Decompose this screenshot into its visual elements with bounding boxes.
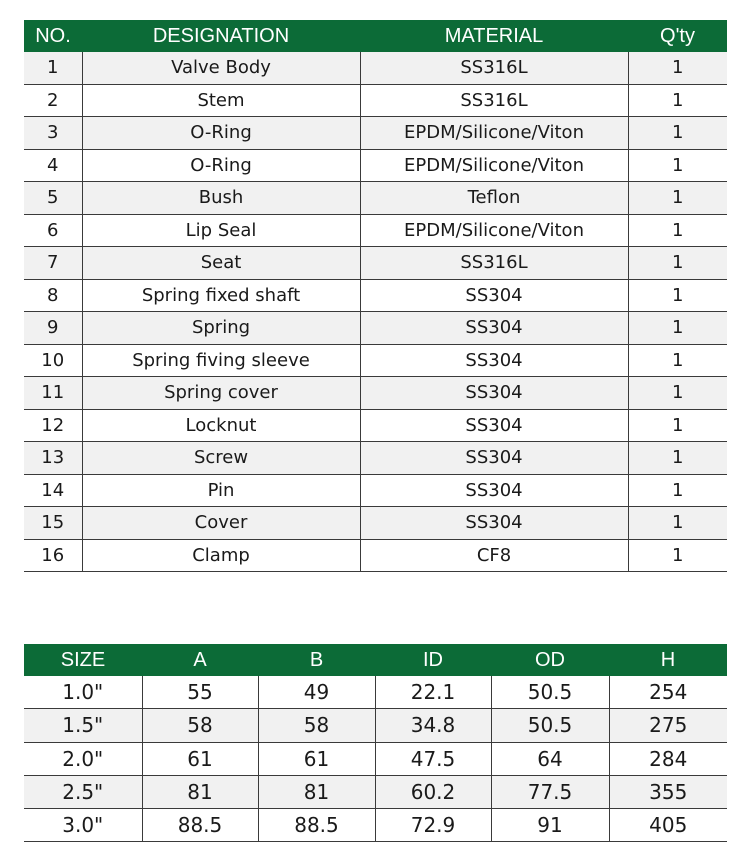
parts-row	[24, 442, 727, 475]
table-cell: EPDM/Silicone/Viton	[360, 149, 628, 182]
table-cell: SS316L	[360, 52, 628, 84]
table-cell: SS304	[360, 279, 628, 312]
table-cell: 5	[24, 182, 82, 215]
parts-row	[24, 149, 727, 182]
table-cell: 1	[628, 377, 727, 410]
header-size: SIZE	[24, 644, 142, 676]
header-id: ID	[375, 644, 491, 676]
table-cell: SS304	[360, 377, 628, 410]
table-cell: 81	[142, 775, 258, 808]
table-cell: 50.5	[491, 676, 609, 709]
parts-row	[24, 377, 727, 410]
table-cell: Screw	[82, 442, 360, 475]
size-row	[24, 709, 727, 742]
table-cell: SS304	[360, 507, 628, 540]
parts-row	[24, 117, 727, 150]
table-cell: 2.5"	[24, 775, 142, 808]
table-cell: 1	[628, 539, 727, 572]
table-cell: 1.0"	[24, 676, 142, 709]
size-table	[24, 644, 727, 842]
parts-row	[24, 52, 727, 84]
table-cell: 1	[628, 149, 727, 182]
size-row	[24, 742, 727, 775]
table-cell: 50.5	[491, 709, 609, 742]
parts-row	[24, 507, 727, 540]
table-cell: SS304	[360, 344, 628, 377]
table-cell: Bush	[82, 182, 360, 215]
table-cell: 55	[142, 676, 258, 709]
table-cell: 275	[609, 709, 727, 742]
parts-header-row	[24, 20, 727, 52]
table-cell: SS304	[360, 312, 628, 345]
table-cell: 91	[491, 809, 609, 842]
table-cell: 1	[24, 52, 82, 84]
table-cell: Cover	[82, 507, 360, 540]
size-row	[24, 809, 727, 842]
table-cell: 22.1	[375, 676, 491, 709]
table-cell: Spring	[82, 312, 360, 345]
table-cell: 61	[142, 742, 258, 775]
table-cell: Pin	[82, 474, 360, 507]
table-cell: 405	[609, 809, 727, 842]
parts-row	[24, 182, 727, 215]
table-cell: Spring cover	[82, 377, 360, 410]
parts-table	[24, 20, 727, 572]
table-cell: 1	[628, 279, 727, 312]
table-cell: 15	[24, 507, 82, 540]
table-cell: 58	[258, 709, 375, 742]
table-cell: 1	[628, 442, 727, 475]
table-cell: SS304	[360, 474, 628, 507]
table-cell: 72.9	[375, 809, 491, 842]
table-cell: 12	[24, 409, 82, 442]
table-cell: 3.0"	[24, 809, 142, 842]
header-b: B	[258, 644, 375, 676]
table-cell: 64	[491, 742, 609, 775]
header-a: A	[142, 644, 258, 676]
table-cell: O-Ring	[82, 117, 360, 150]
header-material: MATERIAL	[360, 20, 628, 52]
table-cell: SS304	[360, 442, 628, 475]
table-cell: Seat	[82, 247, 360, 280]
parts-row	[24, 247, 727, 280]
table-cell: 8	[24, 279, 82, 312]
table-cell: 77.5	[491, 775, 609, 808]
table-cell: Teflon	[360, 182, 628, 215]
table-cell: SS316L	[360, 84, 628, 117]
table-cell: 6	[24, 214, 82, 247]
table-cell: 60.2	[375, 775, 491, 808]
parts-row	[24, 344, 727, 377]
table-cell: 3	[24, 117, 82, 150]
table-cell: 10	[24, 344, 82, 377]
table-cell: Locknut	[82, 409, 360, 442]
table-cell: 1	[628, 182, 727, 215]
header-od: OD	[491, 644, 609, 676]
table-cell: 34.8	[375, 709, 491, 742]
table-cell: 4	[24, 149, 82, 182]
table-cell: 9	[24, 312, 82, 345]
size-row	[24, 676, 727, 709]
table-cell: SS304	[360, 409, 628, 442]
table-cell: 88.5	[142, 809, 258, 842]
table-cell: EPDM/Silicone/Viton	[360, 214, 628, 247]
header-qty: Q'ty	[628, 20, 727, 52]
table-cell: 2	[24, 84, 82, 117]
table-cell: 1	[628, 247, 727, 280]
table-cell: 49	[258, 676, 375, 709]
table-cell: 1	[628, 474, 727, 507]
parts-row	[24, 539, 727, 572]
table-cell: Spring fiving sleeve	[82, 344, 360, 377]
parts-row	[24, 84, 727, 117]
table-cell: Stem	[82, 84, 360, 117]
table-cell: 1	[628, 214, 727, 247]
size-row	[24, 775, 727, 808]
header-no: NO.	[24, 20, 82, 52]
parts-row	[24, 409, 727, 442]
table-cell: 1	[628, 312, 727, 345]
table-cell: EPDM/Silicone/Viton	[360, 117, 628, 150]
table-cell: 1	[628, 84, 727, 117]
table-cell: 14	[24, 474, 82, 507]
table-cell: Lip Seal	[82, 214, 360, 247]
table-cell: 81	[258, 775, 375, 808]
table-cell: 1.5"	[24, 709, 142, 742]
table-cell: CF8	[360, 539, 628, 572]
table-cell: 7	[24, 247, 82, 280]
header-h: H	[609, 644, 727, 676]
table-cell: 2.0"	[24, 742, 142, 775]
parts-row	[24, 279, 727, 312]
table-cell: O-Ring	[82, 149, 360, 182]
table-cell: 1	[628, 344, 727, 377]
table-cell: 11	[24, 377, 82, 410]
table-cell: 13	[24, 442, 82, 475]
table-cell: 1	[628, 117, 727, 150]
parts-row	[24, 474, 727, 507]
table-cell: 1	[628, 52, 727, 84]
table-cell: 1	[628, 409, 727, 442]
table-cell: Spring fixed shaft	[82, 279, 360, 312]
size-header-row	[24, 644, 727, 676]
parts-row	[24, 214, 727, 247]
table-cell: 254	[609, 676, 727, 709]
parts-row	[24, 312, 727, 345]
table-cell: 61	[258, 742, 375, 775]
table-cell: 1	[628, 507, 727, 540]
table-cell: Clamp	[82, 539, 360, 572]
table-cell: 47.5	[375, 742, 491, 775]
table-cell: Valve Body	[82, 52, 360, 84]
table-cell: 58	[142, 709, 258, 742]
table-cell: 16	[24, 539, 82, 572]
header-designation: DESIGNATION	[82, 20, 360, 52]
table-cell: 284	[609, 742, 727, 775]
table-cell: SS316L	[360, 247, 628, 280]
table-cell: 355	[609, 775, 727, 808]
table-cell: 88.5	[258, 809, 375, 842]
